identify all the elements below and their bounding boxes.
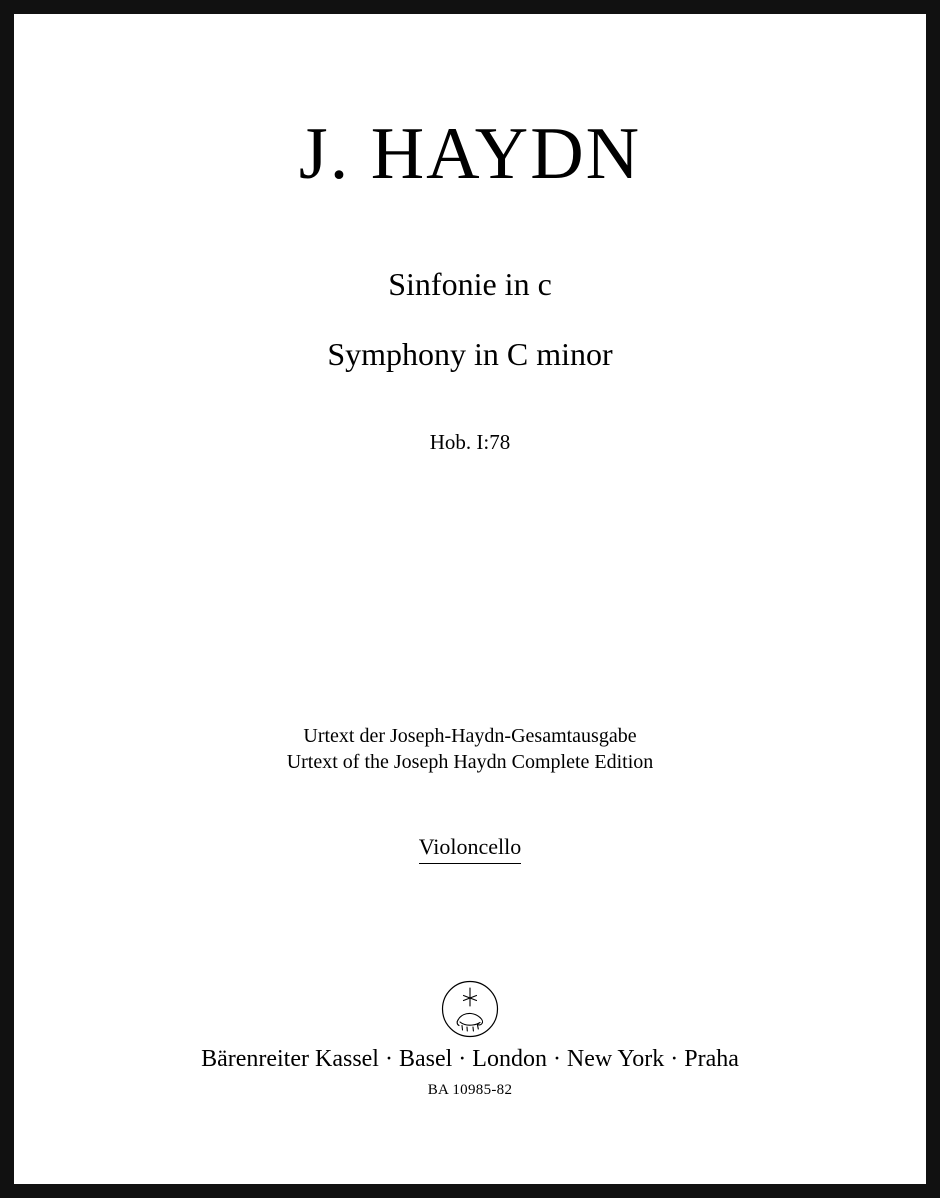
- instrument-part-label: Violoncello: [419, 834, 522, 864]
- urtext-line-english: Urtext of the Joseph Haydn Complete Edition: [286, 750, 654, 773]
- cover-content: [14, 14, 926, 1184]
- composer-name: J. HAYDN: [298, 113, 642, 195]
- work-title-english: Symphony in C minor: [327, 336, 613, 372]
- publisher-line: Bärenreiter Kassel · Basel · London · New York · Praha: [201, 1046, 739, 1072]
- work-title-german: Sinfonie in c: [388, 266, 552, 302]
- score-cover-page: [14, 14, 926, 1184]
- plate-number: BA 10985-82: [427, 1082, 513, 1098]
- barenreiter-lamb-logo: [441, 980, 499, 1038]
- instrument-part-container: [14, 834, 926, 864]
- urtext-line-german: Urtext der Joseph-Haydn-Gesamtausgabe: [303, 725, 637, 747]
- urtext-edition-note: [14, 724, 926, 775]
- catalogue-number: Hob. I:78: [429, 430, 511, 454]
